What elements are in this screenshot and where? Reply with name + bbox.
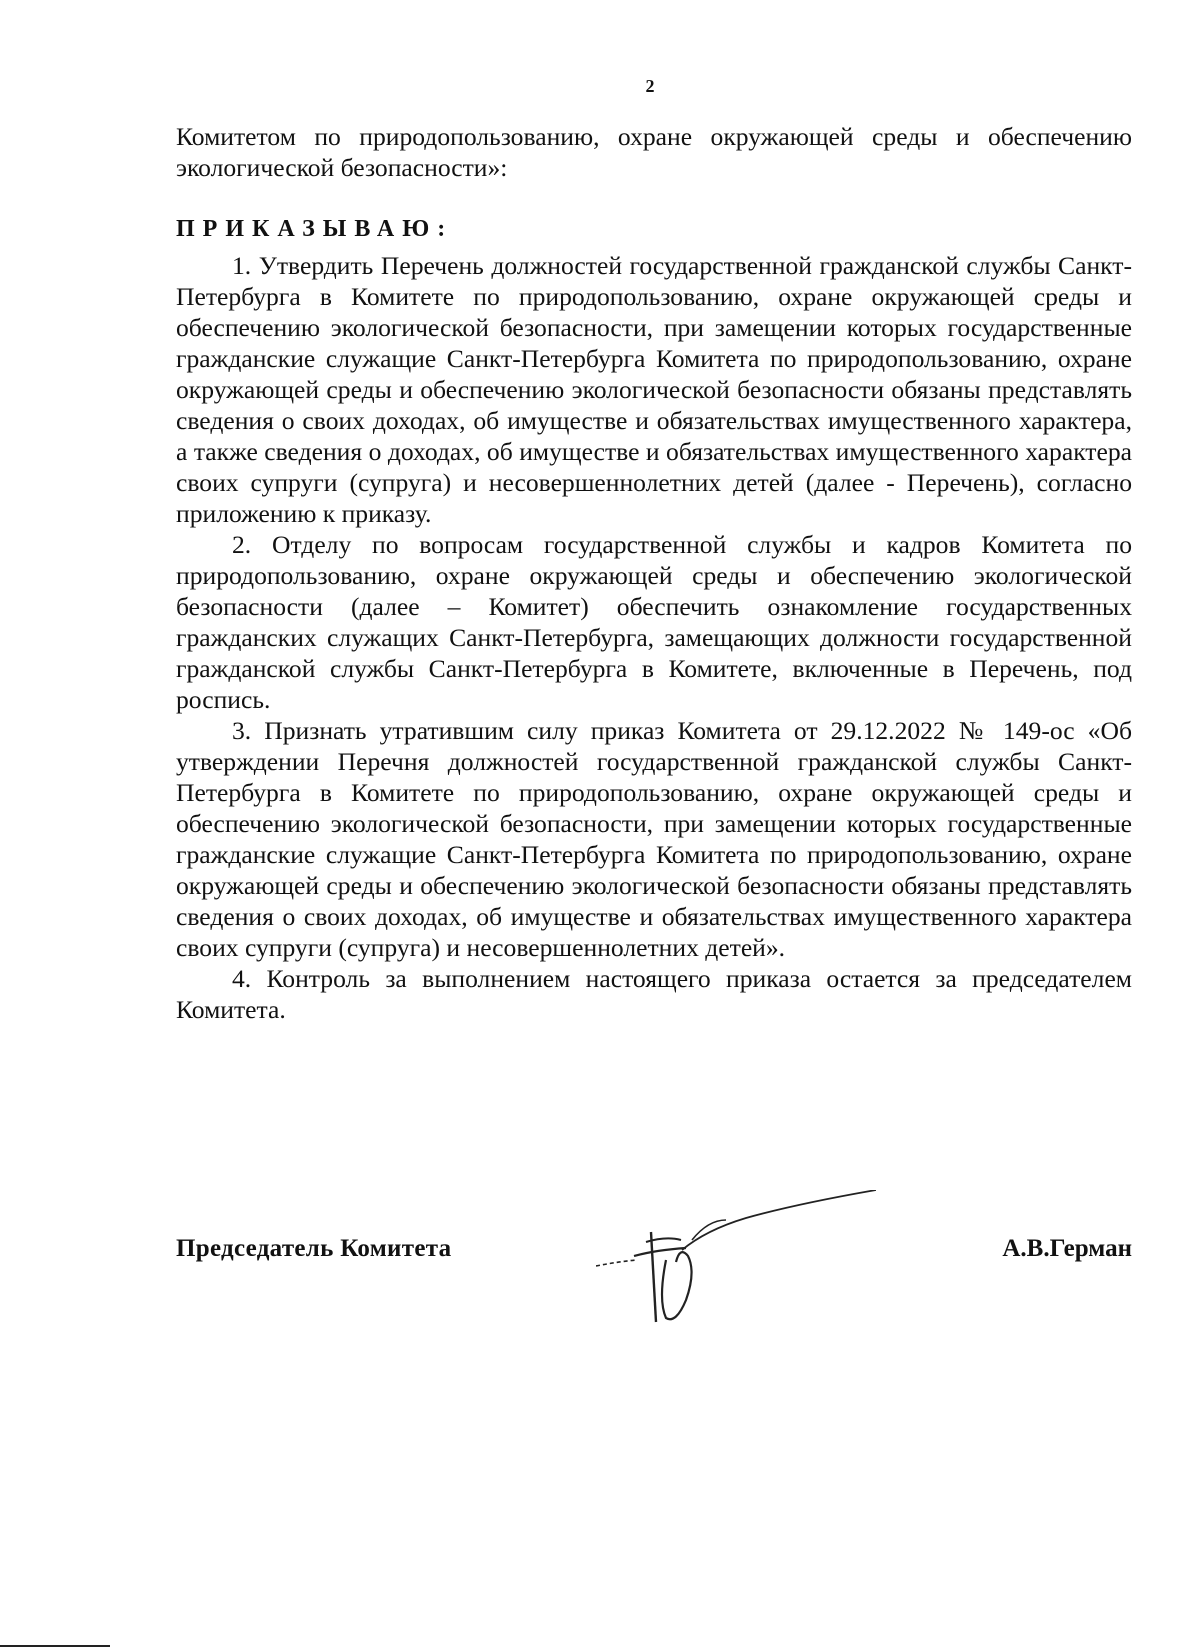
signer-title: Председатель Комитета [176,1235,452,1262]
order-items [176,250,1132,1025]
signer-name: А.В.Герман [1002,1235,1132,1262]
order-item-2: 2. Отделу по вопросам государственной службы и кадров Комитета по природопользованию, охране окружающей среды и обеспечению экологической безопасности (далее – Комитет) обеспечить ознакомление государственных гражданских служащих Санкт-Петербурга, замещающих должности государственной гражданской службы Санкт-Петербурга в Комитете, включенные в Перечень, под роспись. [176,530,1132,714]
order-item-4: 4. Контроль за выполнением настоящего приказа остается за председателем Комитета. [176,964,1132,1024]
order-item-3: 3. Признать утратившим силу приказ Комитета от 29.12.2022 № 149-ос «Об утверждении Перечня должностей государственной гражданской службы Санкт-Петербурга в Комитете по природопользованию, охране окружающей среды и обеспечению экологической безопасности, при замещении которых государственные гражданские служащие Санкт-Петербурга Комитета по природопользованию, охране окружающей среды и обеспечению экологической безопасности обязаны представлять сведения о своих доходах, об имуществе и обязательствах имущественного характера своих супруги (супруга) и несовершеннолетних детей». [176,716,1132,962]
footer-rule [0,1645,110,1647]
handwritten-signature [596,1190,876,1325]
page-number: 2 [645,76,655,96]
order-heading: ПРИКАЗЫВАЮ: [176,216,454,242]
order-item-1: 1. Утвердить Перечень должностей государственной гражданской службы Санкт-Петербурга в Комитете по природопользованию, охране окружающей среды и обеспечению экологической безопасности, при замещении которых государственные гражданские служащие Санкт-Петербурга Комитета по природопользованию, охране окружающей среды и обеспечению экологической безопасности обязаны представлять сведения о своих доходах, об имуществе и обязательствах имущественного характера, а также сведения о доходах, об имуществе и обязательствах имущественного характера своих супруги (супруга) и несовершеннолетних детей (далее - Перечень), согласно приложению к приказу. [176,251,1132,528]
intro-paragraph: Комитетом по природопользованию, охране окружающей среды и обеспечению экологической безопасности»: [176,122,1132,182]
